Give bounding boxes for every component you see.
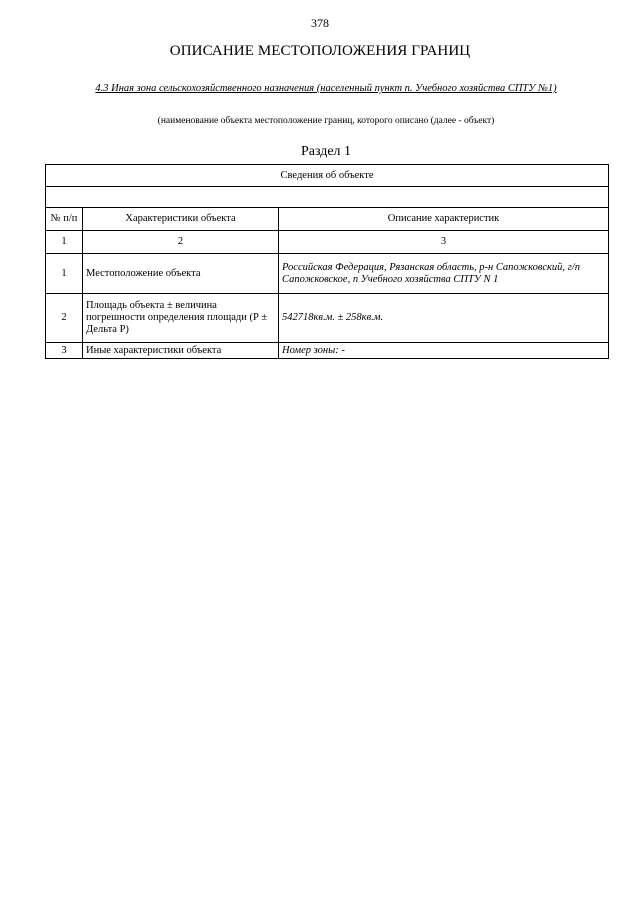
row-number: 2 <box>46 294 83 343</box>
row-description: Российская Федерация, Рязанская область, р-н Сапожковский, г/п Сапожковское, п Учебного хозяйства СПТУ N 1 <box>279 254 609 294</box>
object-name-text: 4.3 Иная зона сельскохозяйственного назначения (населенный пункт п. Учебного хозяйства СПТУ №1) <box>95 83 557 94</box>
column-number-1: 1 <box>46 231 83 254</box>
column-header-number: № п/п <box>46 208 83 231</box>
section-title: Раздел 1 <box>300 144 352 159</box>
object-name-caption: (наименование объекта местоположение границ, которого описано (далее - объект) <box>157 116 495 126</box>
table-row <box>46 343 609 359</box>
row-description: 542718кв.м. ± 258кв.м. <box>279 294 609 343</box>
row-characteristic: Иные характеристики объекта <box>83 343 279 359</box>
column-header-description: Описание характеристик <box>279 208 609 231</box>
row-description: Номер зоны: - <box>279 343 609 359</box>
row-characteristic: Местоположение объекта <box>83 254 279 294</box>
page-number: 378 <box>311 16 329 30</box>
table-row <box>46 294 609 343</box>
table-row <box>46 254 609 294</box>
column-number-3: 3 <box>279 231 609 254</box>
row-characteristic: Площадь объекта ± величина погрешности определения площади (Р ± Дельта Р) <box>83 294 279 343</box>
column-number-2: 2 <box>83 231 279 254</box>
table-column-numbers <box>46 231 609 254</box>
table-spacer-row <box>46 187 609 208</box>
table-header-row <box>46 165 609 187</box>
document-title: ОПИСАНИЕ МЕСТОПОЛОЖЕНИЯ ГРАНИЦ <box>169 43 471 59</box>
row-number: 3 <box>46 343 83 359</box>
object-name <box>0 83 640 94</box>
table-spacer-cell <box>46 187 609 208</box>
row-number: 1 <box>46 254 83 294</box>
column-header-characteristic: Характеристики объекта <box>83 208 279 231</box>
table-column-headers <box>46 208 609 231</box>
object-info-table <box>45 164 609 359</box>
table-header: Сведения об объекте <box>46 165 609 187</box>
